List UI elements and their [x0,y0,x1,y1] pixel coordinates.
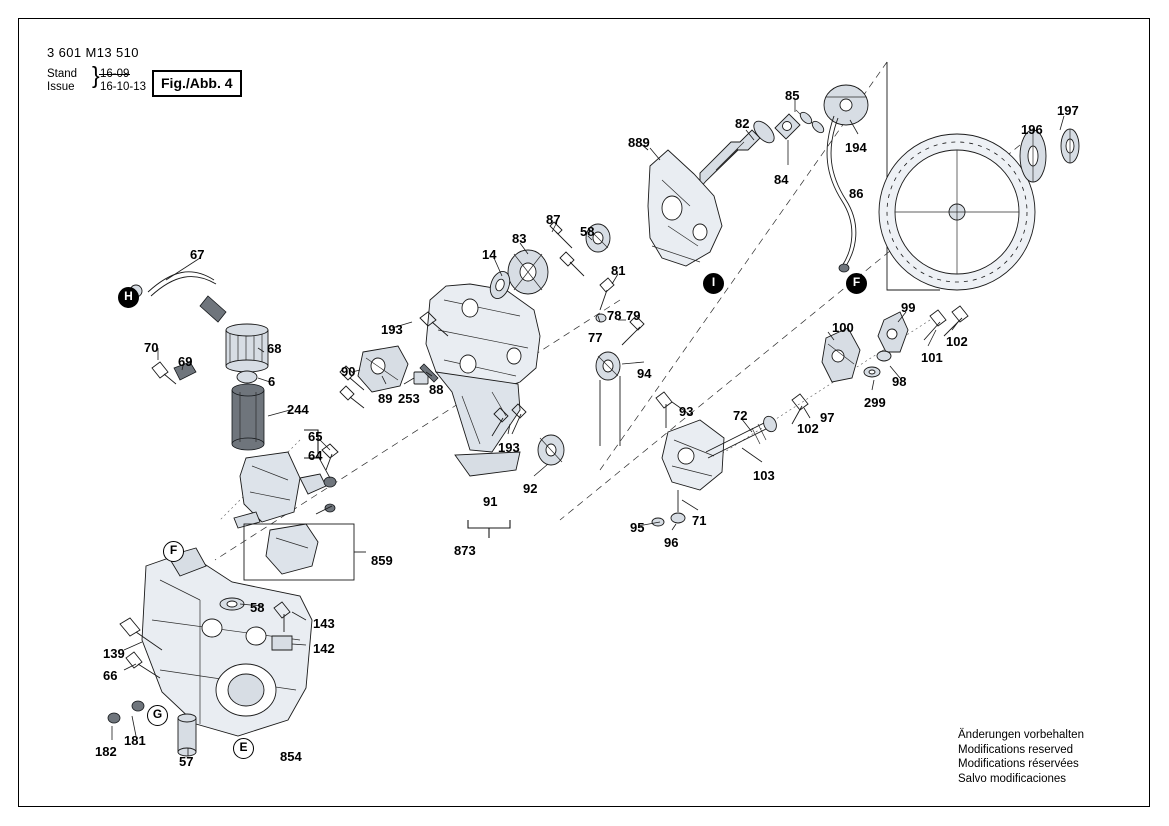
callout-86: 86 [849,186,864,201]
callout-92: 92 [523,481,538,496]
reference-marker-E: E [233,738,254,759]
callout-194: 194 [845,140,867,155]
saw-blade [879,62,1035,290]
callout-99: 99 [901,300,916,315]
reference-marker-G: G [147,705,168,726]
callout-142: 142 [313,641,335,656]
reference-marker-F: F [846,273,867,294]
callout-78: 78 [607,308,622,323]
callout-193: 193 [381,322,403,337]
callout-88: 88 [429,382,444,397]
callout-197: 197 [1057,103,1079,118]
callout-90: 90 [341,364,356,379]
lever-bracket-right [652,306,968,526]
callout-103: 103 [753,468,775,483]
callout-873: 873 [454,543,476,558]
spindle-washers [775,110,826,139]
callout-91: 91 [483,494,498,509]
lower-housing-854 [108,548,312,756]
reference-marker-H: H [118,287,139,308]
callout-6: 6 [268,374,276,389]
reference-marker-F: F [163,541,184,562]
header-brace: } [92,62,100,88]
callout-97: 97 [820,410,835,425]
callout-57: 57 [179,754,194,769]
callout-102: 102 [946,334,968,349]
callout-143: 143 [313,616,335,631]
callout-69: 69 [178,354,193,369]
callout-81: 81 [611,263,626,278]
reference-marker-I: I [703,273,724,294]
footer-notes [958,728,1084,786]
callout-72: 72 [733,408,748,423]
callout-58: 58 [250,600,265,615]
callout-87: 87 [546,212,561,227]
callout-181: 181 [124,733,146,748]
callout-182: 182 [95,744,117,759]
callout-100: 100 [832,320,854,335]
callout-96: 96 [664,535,679,550]
footer-line-en: Modifications reserved [958,743,1074,756]
callout-66: 66 [103,668,118,683]
screws-87 [550,222,584,276]
callout-196: 196 [1021,122,1043,137]
bearing-94 [596,352,620,446]
callout-94: 94 [637,366,652,381]
callout-854: 854 [280,749,302,764]
footer-line-de: Änderungen vorbehalten [958,729,1084,741]
callout-193: 193 [498,440,520,455]
callout-102: 102 [797,421,819,436]
callout-93: 93 [679,404,694,419]
callout-253: 253 [398,391,420,406]
footer-line-fr: Modifications réservées [958,758,1079,770]
arm-casting-889 [640,143,722,266]
bearing-92 [538,435,564,465]
callout-101: 101 [921,350,943,365]
callout-889: 889 [628,135,650,150]
gear-housing-center [426,284,540,476]
callout-82: 82 [735,116,750,131]
callout-83: 83 [512,231,527,246]
stand-label: Stand [47,68,78,80]
callout-859: 859 [371,553,393,568]
callout-139: 139 [103,646,125,661]
callout-70: 70 [144,340,159,355]
callout-65: 65 [308,429,323,444]
callout-98: 98 [892,374,907,389]
pulley-194 [824,85,868,125]
callout-14: 14 [482,247,497,262]
figure-label: Fig./Abb. 4 [152,70,242,97]
callout-95: 95 [630,520,645,535]
issue-date: 16-10-13 [100,81,147,93]
callout-67: 67 [190,247,205,262]
issue-label: Issue [47,81,75,93]
callout-299: 299 [864,395,886,410]
callout-68: 68 [267,341,282,356]
callout-79: 79 [626,308,641,323]
callout-77: 77 [588,330,603,345]
callout-85: 85 [785,88,800,103]
callout-84: 84 [774,172,789,187]
callout-64: 64 [308,448,323,463]
footer-line-es: Salvo modificaciones [958,772,1067,785]
stand-date-text: 16-09 [100,68,130,80]
part-number: 3 601 M13 510 [47,45,139,60]
callout-58: 58 [580,224,595,239]
callout-244: 244 [287,402,309,417]
callout-71: 71 [692,513,707,528]
callout-89: 89 [378,391,393,406]
motor-assembly-left [130,272,366,580]
